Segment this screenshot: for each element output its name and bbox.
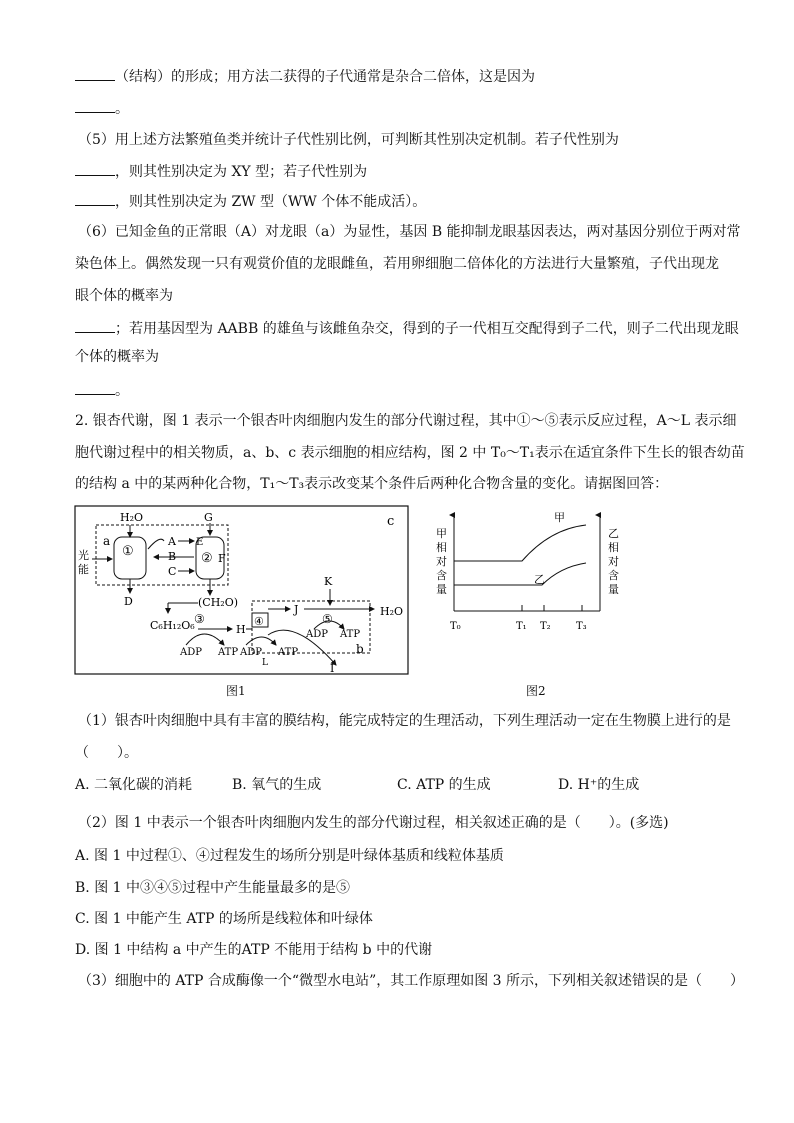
answer-blank[interactable] xyxy=(75,318,115,333)
text-line: 胞代谢过程中的相关物质，a、b、c 表示细胞的相应结构，图 2 中 T₀～T₁表示在适宜条件下生长的银杏幼苗 xyxy=(75,445,745,461)
svg-text:I: I xyxy=(330,662,335,675)
option-c[interactable]: C. ATP 的生成 xyxy=(397,777,491,793)
svg-text:ATP: ATP xyxy=(218,647,239,658)
text-line: 。 xyxy=(75,98,129,119)
text-line: （结构）的形成；用方法二获得的子代通常是杂合二倍体，这是因为 xyxy=(75,66,535,87)
svg-text:含: 含 xyxy=(608,569,619,582)
svg-text:相: 相 xyxy=(608,541,619,554)
answer-blank[interactable] xyxy=(75,161,115,176)
svg-text:乙: 乙 xyxy=(608,527,619,540)
svg-text:C: C xyxy=(168,565,177,578)
svg-text:②: ② xyxy=(201,551,213,566)
svg-text:光: 光 xyxy=(78,549,89,562)
text-line: 的结构 a 中的某两种化合物，T₁～T₃表示改变某个条件后两种化合物含量的变化。请据图回答： xyxy=(75,476,669,492)
question-2-intro: 2. 银杏代谢，图 1 表示一个银杏叶肉细胞内发生的部分代谢过程，其中①～⑤表示反应过程，A～L 表示细 xyxy=(75,413,737,429)
option-b[interactable]: B. 图 1 中③④⑤过程中产生能量最多的是⑤ xyxy=(75,880,350,896)
option-d[interactable]: D. H⁺的生成 xyxy=(558,777,640,793)
svg-text:C₆H₁₂O₆: C₆H₁₂O₆ xyxy=(150,619,195,632)
svg-text:T₃: T₃ xyxy=(576,621,587,632)
svg-text:①: ① xyxy=(122,544,134,559)
svg-text:F: F xyxy=(218,552,226,565)
svg-text:ADP: ADP xyxy=(180,647,202,658)
text-line: ；若用基因型为 AABB 的雄鱼与该雌鱼杂交，得到的子一代相互交配得到子二代，则子二代出现龙眼 xyxy=(75,318,739,339)
svg-text:能: 能 xyxy=(78,563,89,576)
text-line: 个体的概率为 xyxy=(75,349,159,365)
answer-blank[interactable] xyxy=(75,380,115,395)
svg-text:对: 对 xyxy=(608,555,619,568)
text-line: （ ）。 xyxy=(75,745,138,761)
question-2-2: （2）图 1 中表示一个银杏叶肉细胞内发生的部分代谢过程，相关叙述正确的是（ ）。(多选) xyxy=(78,815,669,831)
figure-2-chart xyxy=(430,505,630,635)
svg-text:③: ③ xyxy=(194,612,205,626)
svg-text:T₀: T₀ xyxy=(450,621,461,632)
figure-1-caption: 图1 xyxy=(226,684,246,698)
question-2-3: （3）细胞中的 ATP 合成酶像一个“微型水电站”，其工作原理如图 3 所示，下列相关叙述错误的是（ ） xyxy=(78,973,745,989)
question-6: （6）已知金鱼的正常眼（A）对龙眼（a）为显性，基因 B 能抑制龙眼基因表达，两对基因分别位于两对常 xyxy=(78,224,741,240)
svg-text:⑤: ⑤ xyxy=(322,612,333,626)
option-c[interactable]: C. 图 1 中能产生 ATP 的场所是线粒体和叶绿体 xyxy=(75,911,373,927)
svg-text:L: L xyxy=(262,658,268,668)
svg-text:(CH₂O): (CH₂O) xyxy=(198,596,239,609)
series-yi xyxy=(454,563,586,585)
svg-text:含: 含 xyxy=(436,569,447,582)
answer-blank[interactable] xyxy=(75,191,115,206)
figure-2-caption: 图2 xyxy=(526,684,546,698)
series-jia xyxy=(454,525,586,561)
label-jia: 甲 xyxy=(554,511,565,524)
svg-text:K: K xyxy=(324,575,333,588)
svg-text:E: E xyxy=(196,537,204,548)
option-a[interactable]: A. 二氧化碳的消耗 xyxy=(75,777,193,793)
svg-text:量: 量 xyxy=(436,583,447,596)
svg-text:B: B xyxy=(168,550,177,563)
text-line: 。 xyxy=(75,380,129,401)
svg-text:T₂: T₂ xyxy=(540,621,551,632)
svg-text:J: J xyxy=(294,603,299,616)
svg-text:H₂O: H₂O xyxy=(380,605,404,618)
option-a[interactable]: A. 图 1 中过程①、④过程发生的场所分别是叶绿体基质和线粒体基质 xyxy=(75,848,504,864)
svg-text:ADP: ADP xyxy=(240,647,262,658)
svg-text:H: H xyxy=(236,623,246,636)
svg-text:相: 相 xyxy=(436,541,447,554)
svg-text:T₁: T₁ xyxy=(516,621,527,632)
svg-text:G: G xyxy=(204,511,213,524)
answer-blank[interactable] xyxy=(75,98,115,113)
option-d[interactable]: D. 图 1 中结构 a 中产生的ATP 不能用于结构 b 中的代谢 xyxy=(75,942,433,958)
label-a: a xyxy=(103,534,111,548)
answer-blank[interactable] xyxy=(75,66,115,81)
svg-text:ATP: ATP xyxy=(340,629,361,640)
text-line: ，则其性别决定为 ZW 型（WW 个体不能成活）。 xyxy=(75,191,426,212)
svg-text:b: b xyxy=(356,642,364,656)
svg-text:甲: 甲 xyxy=(436,527,447,540)
figure-1-diagram xyxy=(74,505,410,677)
text-line: 眼个体的概率为 xyxy=(75,288,173,304)
left-axis-label xyxy=(436,527,447,596)
svg-text:④: ④ xyxy=(254,615,264,628)
label-c: c xyxy=(387,514,395,529)
svg-text:D: D xyxy=(124,595,133,608)
option-b[interactable]: B. 氧气的生成 xyxy=(232,777,322,793)
question-2-1: （1）银杏叶肉细胞中具有丰富的膜结构，能完成特定的生理活动，下列生理活动一定在生物膜上进行的是 xyxy=(78,713,731,729)
svg-text:ATP: ATP xyxy=(278,647,299,658)
text-line: ，则其性别决定为 XY 型；若子代性别为 xyxy=(75,161,367,182)
question-5: （5）用上述方法繁殖鱼类并统计子代性别比例，可判断其性别决定机制。若子代性别为 xyxy=(78,132,619,148)
text-line: 染色体上。偶然发现一只有观赏价值的龙眼雌鱼，若用卵细胞二倍体化的方法进行大量繁殖，子代出现龙 xyxy=(75,256,719,272)
svg-text:ADP: ADP xyxy=(306,629,328,640)
right-axis-label xyxy=(608,527,619,596)
svg-text:A: A xyxy=(168,535,176,548)
svg-text:量: 量 xyxy=(608,583,619,596)
label-yi: 乙 xyxy=(534,573,545,586)
svg-text:H₂O: H₂O xyxy=(120,511,144,524)
svg-text:对: 对 xyxy=(436,555,447,568)
